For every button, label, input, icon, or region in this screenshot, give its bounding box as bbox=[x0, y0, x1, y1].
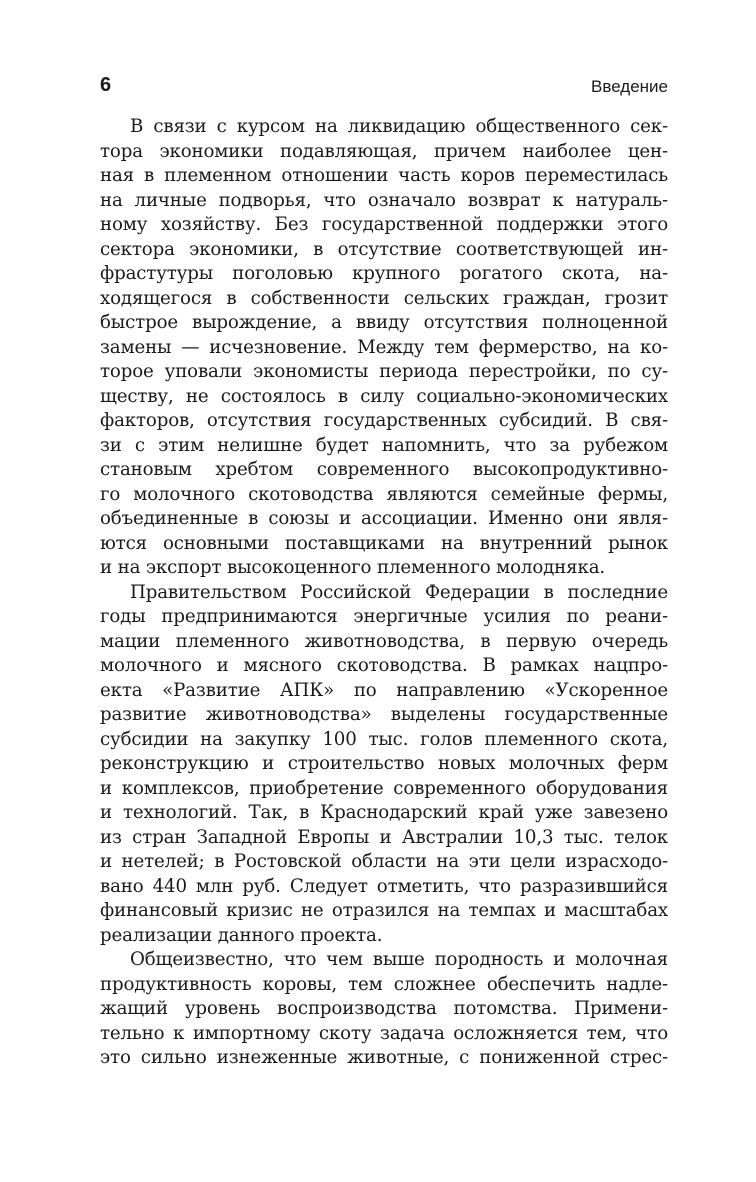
text-line: на личные подворья, что означало возврат к натураль- bbox=[100, 189, 668, 211]
page-header bbox=[100, 70, 668, 100]
paragraph bbox=[100, 581, 668, 949]
text-line: ходящегося в собственности сельских граждан, грозит bbox=[100, 287, 668, 309]
text-line: вано 440 млн руб. Следует отметить, что разразившийся bbox=[100, 875, 668, 897]
page-number: 6 bbox=[100, 74, 112, 96]
text-line: го молочного скотоводства являются семейные фермы, bbox=[100, 483, 668, 505]
text-line: и комплексов, приобретение современного оборудования bbox=[100, 777, 668, 799]
text-line: из стран Западной Европы и Австралии 10,3 тыс. телок bbox=[100, 826, 668, 848]
text-line: субсидии на закупку 100 тыс. голов племенного скота, bbox=[100, 728, 668, 750]
text-line: фрастутуры поголовью крупного рогатого скота, на- bbox=[100, 263, 668, 284]
text-line: екта «Развитие АПК» по направлению «Ускоренное bbox=[100, 679, 668, 701]
paragraph bbox=[100, 948, 668, 1071]
text-line: тора экономики подавляющая, причем наиболее цен- bbox=[100, 140, 668, 162]
text-line: молочного и мясного скотоводства. В рамках нацпро- bbox=[100, 655, 668, 676]
text-line: факторов, отсутствия государственных субсидий. В свя- bbox=[100, 410, 668, 431]
text-line: финансовый кризис не отразился на темпах и масштабах bbox=[100, 900, 668, 921]
text-line: торое уповали экономисты периода перестройки, по су- bbox=[100, 361, 668, 382]
text-line: развитие животноводства» выделены государственные bbox=[100, 704, 668, 725]
text-line: мации племенного животноводства, в первую очередь bbox=[100, 630, 668, 652]
text-line: Общеизвестно, что чем выше породность и молочная bbox=[130, 949, 668, 970]
text-line: и технологий. Так, в Краснодарский край уже завезено bbox=[100, 802, 668, 823]
text-line: становым хребтом современного высокопродуктивно- bbox=[100, 459, 668, 480]
text-line: ная в племенном отношении часть коров переместилась bbox=[100, 165, 668, 186]
text-line: объединенные в союзы и ассоциации. Именно они явля- bbox=[100, 508, 668, 529]
text-line: быстрое вырождение, а ввиду отсутствия полноценной bbox=[100, 312, 668, 333]
text-line: замены — исчезновение. Между тем фермерство, на ко- bbox=[100, 336, 668, 358]
text-line: сектора экономики, в отсутствие соответствующей ин- bbox=[100, 238, 668, 260]
text-line: ются основными поставщиками на внутренний рынок bbox=[100, 532, 668, 554]
paragraph bbox=[100, 115, 668, 581]
body-text bbox=[100, 115, 668, 1071]
text-line: В связи с курсом на ликвидацию общественного сек- bbox=[130, 116, 668, 137]
running-title: Введение bbox=[591, 77, 668, 96]
text-line: это сильно изнеженные животные, с пониженной стрес- bbox=[100, 1047, 668, 1068]
text-line: годы предпринимаются энергичные усилия по реани- bbox=[100, 606, 668, 627]
text-line: тельно к импортному скоту задача осложняется тем, что bbox=[100, 1022, 668, 1044]
text-line: и на экспорт высокоценного племенного молодняка. bbox=[100, 557, 606, 578]
text-line: реализации данного проекта. bbox=[100, 924, 383, 946]
text-line: ному хозяйству. Без государственной поддержки этого bbox=[100, 214, 668, 235]
text-line: Правительством Российской Федерации в последние bbox=[130, 581, 668, 603]
text-line: продуктивность коровы, тем сложнее обеспечить надле- bbox=[100, 973, 668, 995]
text-line: реконструкцию и строительство новых молочных ферм bbox=[100, 753, 668, 774]
text-line: ществу, не состоялось в силу социально-экономических bbox=[100, 385, 668, 407]
text-line: зи с этим нелишне будет напомнить, что за рубежом bbox=[100, 434, 668, 456]
text-line: и нетелей; в Ростовской области на эти цели израсходо- bbox=[100, 851, 668, 872]
text-line: жащий уровень воспроизводства потомства. Примени- bbox=[100, 998, 668, 1019]
